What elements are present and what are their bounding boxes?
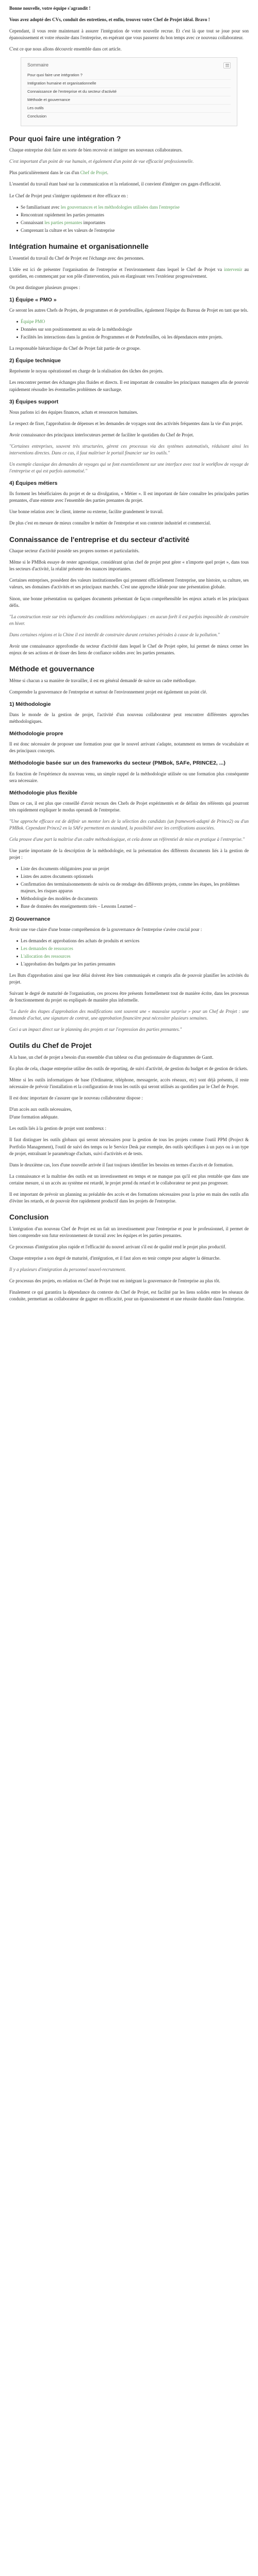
paragraph: Suivant le degré de maturité de l'organisation, ces process être présents formellement tout de manière écrite, dans les processus de fonctionnement du projet ou expliqués de manière plus informelle. [9, 991, 249, 1003]
paragraph: Même si les outils informatiques de base (Ordinateur, téléphone, messagerie, accès réseaux, etc) sont déjà présents, il reste nécessaire de prévoir l'installation et la configuration de tous les outils qui seront utilisés au quotidien par le Chef de Projet. [9, 1077, 249, 1090]
paragraph: La responsable hiérarchique du Chef de Projet fait partie de ce groupe. [9, 346, 141, 351]
list-item: Liste des documents obligatoires pour un projet [17, 866, 249, 872]
paragraph: En fonction de l'expérience du nouveau venu, un simple rappel de la méthodologie utilisée ou une formation plus conséquente sera nécessaire. [9, 771, 249, 783]
paragraph [9, 266, 249, 280]
list-item: Méthodologie des modèles de documents [17, 895, 249, 902]
paragraph: A la base, un chef de projet a besoin d'un ensemble d'un tableur ou d'un gestionnaire de diagrammes de Gantt. [9, 1055, 214, 1060]
text: . [107, 170, 108, 176]
paragraph: C'est important d'un point de vue humain, et également d'un point de vue efficacité professionnelle. [9, 159, 194, 164]
paragraph: Avoir connaissance des principaux interlocuteurs permet de faciliter le quotidien du Chef de Projet. [9, 432, 194, 437]
subsection-title: 2) Gouvernance [9, 916, 51, 922]
intro-paragraph: Cependant, il vous reste maintenant à assurer l'intégration de votre nouvelle recrue. Et c'est là que tout se joue pour son épanouissement et votre réussite dans l'entreprise, en espérant que vous passerez du bon temps avec ce nouveau collaborateur. [9, 28, 249, 41]
list-item [17, 219, 249, 226]
link-gouvernances[interactable]: les gouvernances et les méthodologies utilisées dans l'entreprise [60, 204, 180, 210]
paragraph: Ce processus d'intégration plus rapide et l'efficacité du nouvel arrivant s'il est de qualité rend le projet plus productif. [9, 1244, 227, 1249]
quote: "Une approche efficace est de définir un mentor lors de la sélection des candidats (un framework-adapté de Prince2) ou d'un PMBok. Cependant Prince2 en la SAFe permettent en standard, la possibilité avec les certifications associées. [9, 819, 249, 831]
toc-title: Sommaire [27, 62, 49, 68]
paragraph: Le respect de fixer, l'approbation de dépenses et les demandes de voyages sont des activités fréquentes dans la vie d'un projet. [9, 420, 243, 426]
list-item: Données sur son positionnement au sein de la méthodologie [17, 326, 249, 333]
paragraph: L'essentiel du travail du Chef de Projet est l'échange avec des personnes. [9, 255, 144, 261]
paragraph: Ce seront les autres Chefs de Projets, de programmes et de portefeuilles, également l'équipe du Bureau de Projet en tant que tels. [9, 307, 248, 313]
paragraph: Chaque secteur d'activité possède ses propres normes et particularités. [9, 548, 140, 554]
toc-item[interactable]: Pour quoi faire une intégration ? [27, 72, 231, 80]
toc-item[interactable]: Conclusion [27, 113, 47, 118]
paragraph: Il est important de prévoir un planning au préalable des accès et des formations nécessaires pour la prise en main des outils afin d'éviter les retards, et de pouvoir être rapidement productif dans les projets de l'entreprise. [9, 1191, 249, 1204]
section-title: Pour quoi faire une intégration ? [9, 134, 121, 143]
link-equipe-pmo[interactable]: Équipe PMO [21, 319, 45, 324]
paragraph: Certaines entreprises, possèdent des valeurs institutionnelles qui prennent officiellement l'entreprise, une histoire, sa culture, ses valeurs, ses domaines d'activités et ses principaux marchés. C'est une approche idéale pour une présentation globale. [9, 578, 249, 590]
list-item: Facilités les interactions dans la gestion de Programmes et de Portefeuilles, où les dépendances entre projets. [17, 334, 249, 341]
list-item: Base de données des enseignements tirés – Lessons Learned – [17, 903, 249, 910]
quote: "La durée des étapes d'approbation des modifications sont souvent une « mauvaise surprise » pour un Chef de Projet : une demande d'achat, une signature de contrat, une approbation financière peut nécessiter plusieurs semaines. [9, 1009, 249, 1021]
link-demandes-ressources[interactable]: Les demandes de ressources [21, 945, 73, 951]
subsection-title: Méthodologie plus flexible [9, 789, 77, 796]
paragraph: Avoir une vue claire d'une bonne compréhension de la gouvernance de l'entreprise s'avère crucial pour : [9, 926, 202, 932]
quote: Ceci a un impact direct sur le planning des projets et sur l'expression des parties prenantes." [9, 1027, 182, 1032]
bullet-list [17, 318, 249, 341]
paragraph: Il est donc nécessaire de proposer une formation pour que le nouvel arrivant s'adapte, notamment en termes de vocabulaire et des principaux concepts. [9, 741, 249, 754]
paragraph: Nous parlons ici des équipes finances, achats et ressources humaines. [9, 409, 138, 415]
text: Connaissant [21, 219, 45, 225]
paragraph: Chaque entreprise doit faire en sorte de bien recevoir et intégrer ses nouveaux collaborateurs. [9, 147, 183, 153]
list-item: L'approbation des budgets par les parties prenantes [17, 961, 249, 968]
list-item: Listes des autres documents optionnels [17, 873, 249, 880]
quote: Dans certaines régions et la Chine il est interdit de construire durant certaines périodes à cause de la pollution." [9, 632, 220, 637]
intro-paragraph: C'est ce que nous allons découvrir ensemble dans cet article. [9, 46, 122, 52]
quote: "Certaines entreprises, souvent très structurées, gèrent ces processus via des systèmes automatisés, réduisant ainsi les interventions directes. Dans ce cas, il faut maîtriser le portail financier sur les outils." [9, 443, 249, 455]
paragraph: Chaque entreprise a son degré de maturité, d'intégration, et il faut alors en tenir compte pour adapter la démarche. [9, 1255, 221, 1261]
bullet-list [17, 866, 249, 910]
toc-item[interactable]: Intégration humaine et organisationnelle [27, 80, 231, 88]
paragraph: Dans le deuxième cas, lors d'une nouvelle arrivée il faut toujours identifier les besoins en termes d'accès et de formation. [9, 1162, 234, 1167]
paragraph: La connaissance et la maîtrise des outils est un investissement en temps et ne manque pas qu'il est plus rentable que dans une certaine mesure, si un accès au système est retardé, le projet prend du retard et le collaborateur ne peut pas progresser. [9, 1173, 249, 1185]
paragraph: De plus c'est en mesure de mieux connaître le métier de l'entreprise et son contexte industriel et commercial. [9, 520, 211, 526]
intro-lead: Vous avez adopté des CVs, conduit des entretiens, et enfin, trouvez votre Chef de Projet idéal. Bravo ! [9, 17, 210, 23]
paragraph: Les Buts d'approbation ainsi que leur délai doivent être bien communiqués et compris afin de pouvoir planifier les activités du projet. [9, 972, 249, 985]
toc-item[interactable]: Les outils [27, 105, 231, 113]
section-title: Connaissance de l'entreprise et du secteur d'activité [9, 535, 190, 544]
subsection-title: 3) Équipes support [9, 398, 59, 405]
paragraph: Finalement ce qui garantira la dépendance du contexte du Chef de Projet, est facilité par les liens solides entre les réseaux de conduite, permettant au collaborateur de gagner en efficacité, pour un épanouissement et une réussite durable dans l'entreprise. [9, 1289, 249, 1301]
paragraph: Même si le PMBok essaye de rester agnostique, considérant qu'un chef de projet peut gérer « n'importe quel projet », dans tous les secteurs d'activité, la réalité présente des nuances importantes. [9, 560, 249, 572]
list-item [17, 204, 249, 211]
subsection-title: Méthodologie basée sur un des frameworks du secteur (PMBok, SAFe, PRINCE2, ...) [9, 760, 225, 767]
subsection-title: 4) Équipes métiers [9, 480, 58, 487]
paragraph [9, 170, 249, 176]
paragraph: En plus de cela, chaque entreprise utilise des outils de reporting, de suivi d'activité, de gestion du budget et de gestion de tickets. [9, 1066, 248, 1072]
link-chef-de-projet[interactable]: Chef de Projet [80, 170, 107, 176]
paragraph: L'intégration d'un nouveau Chef de Projet est un fait un investissement pour l'entreprise et pour le professionnel, il permet de bien comprendre son futur environnement de travail avec les équipes et les parties prenantes. [9, 1226, 249, 1238]
section-title: Outils du Chef de Projet [9, 1041, 92, 1050]
list-item: Rencontrant rapidement les parties prenantes [17, 212, 249, 218]
text: Se familiarisant avec [21, 204, 61, 210]
quote: "La construction reste sur très influencée des conditions météorologiques : en aucun forêt il est parfois impossible de construire en hiver. [9, 614, 249, 626]
list-item [17, 953, 249, 960]
section-title: Méthode et gouvernance [9, 664, 94, 673]
paragraph: Dans le monde de la gestion de projet, l'activité d'un nouveau collaborateur peut rencontrer différentes approches méthodologiques. [9, 711, 249, 724]
bullet-list [17, 938, 249, 968]
paragraph: D'un accès aux outils nécessaires, [9, 1107, 72, 1112]
text: au quotidien, en commençant par son pôle d'intervention, puis en élargissant vers l'extérieur progressivement. [9, 266, 249, 279]
intro-heading: Bonne nouvelle, votre équipe s'agrandit ! [9, 6, 91, 11]
paragraph: On peut distinguer plusieurs groupes : [9, 284, 80, 290]
paragraph: Avoir une connaissance approfondie du secteur d'activité dans lequel le Chef de Projet opère, lui permet de mieux cerner les enjeux de ses actions et de tisser des liens de confiance solides avec les parties prenantes. [9, 643, 249, 655]
paragraph: Les outils liés à la gestion de projet sont nombreux : [9, 1126, 106, 1131]
text: L'idée est ici de présenter l'organisation de l'entreprise et l'environnement dans lequel le Chef de Projet va [9, 266, 224, 272]
list-item: Comprenant la culture et les valeurs de l'entreprise [17, 227, 249, 234]
section-title: Conclusion [9, 1212, 49, 1221]
paragraph: Une partie importante de la description de la méthodologie, est la présentation des différents documents liés à la gestion de projet : [9, 848, 249, 860]
quote: Cela prouve d'une part la maîtrise d'un cadre méthodologique, et cela donne un référentiel de mise en pratique à l'entreprise." [9, 837, 245, 842]
paragraph: Comprendre la gouvernance de l'entreprise et surtout de l'environnement projet est également un point clé. [9, 689, 207, 694]
toc-header [27, 62, 231, 69]
toc-toggle-icon[interactable] [223, 62, 231, 69]
paragraph: Une bonne relation avec le client, interne ou externe, facilite grandement le travail. [9, 509, 164, 515]
paragraph: L'essentiel du travail étant basé sur la communication et la relationnel, il convient d'intégrer ces gages d'efficacité. [9, 181, 221, 187]
paragraph: Ce processus des projets, en relation en Chef de Projet tout en intégrant la gouvernance de l'entreprise au plus tôt. [9, 1278, 220, 1283]
list-item: Confirmation des terminaisonnements de suivis ou de rendage des différents projets, comme les étapes, les problèmes majeurs, les risques apparus [17, 881, 249, 894]
list-item: Les demandes et approbations des achats de produits et services [17, 938, 249, 944]
paragraph: Il faut distinguer les outils globaux qui seront nécessaires pour la gestion de tous les projets comme l'outil PPM (Project & Portfolio Management), l'outil de suivi des temps ou le Service Desk par exemple, des outils spécifiques à un pays ou à un type de projet, entraînant le paramétrage d'achats, suivi d'activités et de tests. [9, 1137, 249, 1156]
paragraph: D'une formation adéquate. [9, 1114, 59, 1120]
paragraph: Le Chef de Projet peut s'intégrer rapidement et être efficace en : [9, 193, 128, 198]
subsection-title: Méthodologie propre [9, 731, 63, 737]
paragraph: Les rencontrer permet des échanges plus fluides et directs. Il est important de connaître les principaux managers afin de pouvoir rapidement résoudre les éventuelles problèmes de surcharge. [9, 380, 249, 392]
paragraph: Il y a plusieurs d'intégration du personnel nouvel-recrutement. [9, 1266, 126, 1272]
section-title: Intégration humaine et organisationnelle [9, 242, 149, 250]
paragraph: Même si chacun a sa manière de travailler, il est en général demandé de suivre un cadre méthodique. [9, 677, 197, 683]
text: Plus particulièrement dans le cas d'un [9, 170, 80, 176]
subsection-title: 2) Équipe technique [9, 358, 61, 364]
link-intervenir[interactable]: intervenir [224, 266, 243, 272]
bullet-list [17, 204, 249, 234]
link-allocation-ressources[interactable]: L'allocation des ressources [21, 953, 71, 959]
paragraph: Ils forment les bénéficiaires du projet et de sa divulgation, « Métier ». Il est important de faire connaître les principales parties prenantes, d'une entente avec l'ensemble des parties prenantes du projet. [9, 491, 249, 503]
text: importantes [82, 219, 105, 225]
paragraph: Représente le noyau opérationnel en charge de la réalisation des tâches des projets. [9, 368, 164, 374]
link-parties-prenantes[interactable]: les parties prenantes [44, 219, 83, 225]
quote: Un exemple classique des demandes de voyages qui se font essentiellement sur une interface avec tout le workflow de voyage de l'entreprise et qui est parfois automatisé." [9, 462, 249, 474]
toc-item[interactable]: Connaissance de l'entreprise et du secteur d'activité [27, 88, 231, 96]
paragraph: Il est donc important de s'assurer que le nouveau collaborateur dispose : [9, 1095, 143, 1101]
subsection-title: 1) Méthodologie [9, 701, 51, 707]
paragraph: Sinon, une bonne présentation ou quelques documents présentant de façon compréhensible les enjeux actuels et les principaux défis. [9, 596, 249, 608]
toc-item[interactable]: Méthode et gouvernance [27, 96, 231, 105]
subsection-title: 1) Équipe « PMO » [9, 296, 57, 303]
list-item [17, 945, 249, 952]
paragraph: Dans ce cas, il est plus que conseillé d'avoir recours des Chefs de Projet expérimentés et de définir des référents qui pourront très rapidement expliquer le modus operandi de l'entreprise. [9, 800, 249, 812]
table-of-contents [21, 57, 237, 126]
list-item [17, 318, 249, 325]
